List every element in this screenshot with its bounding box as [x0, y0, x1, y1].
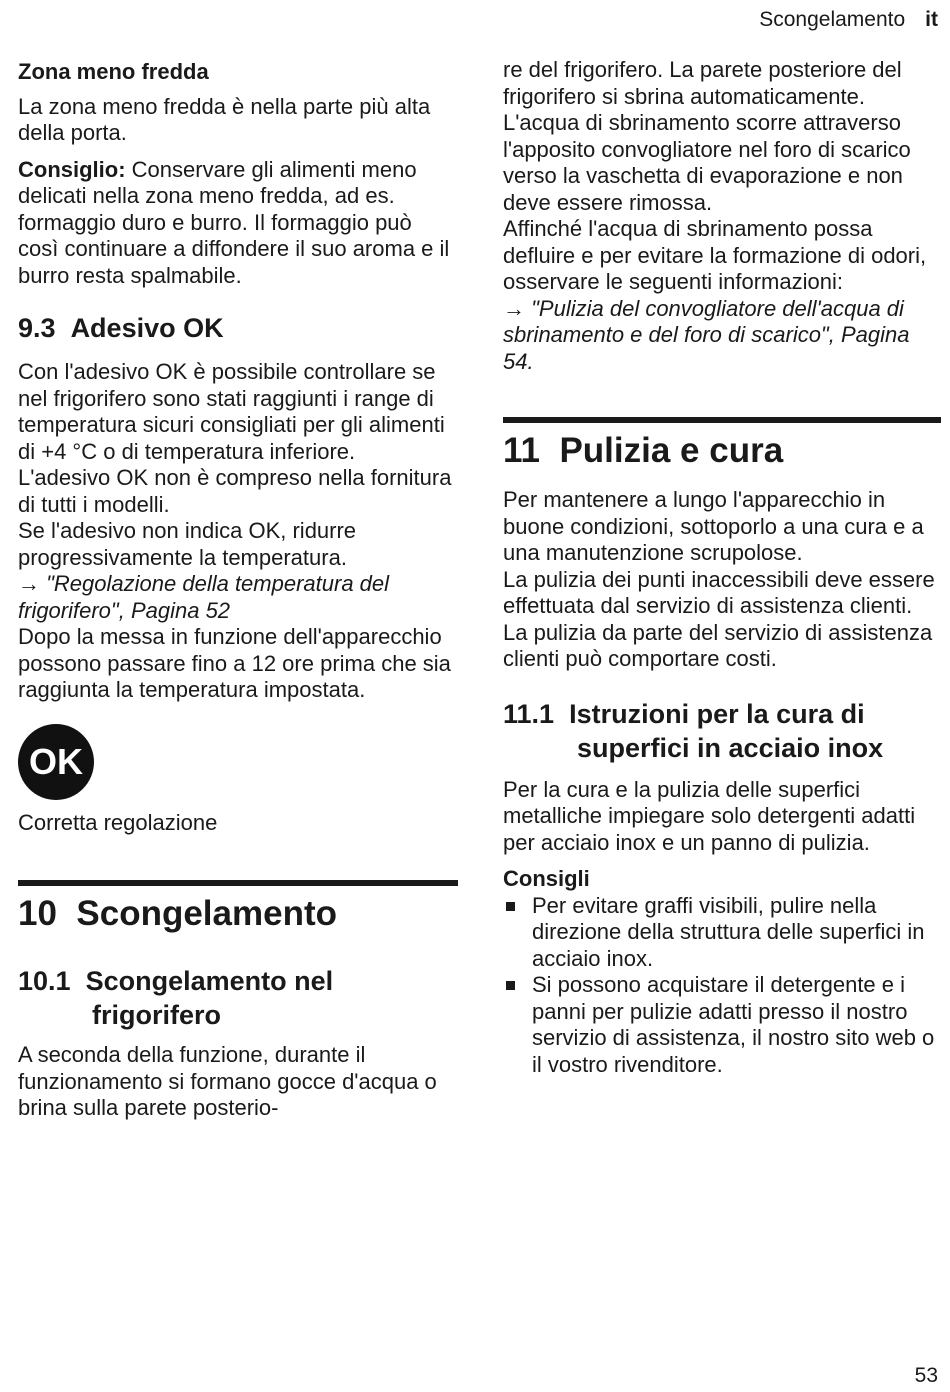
header-language-code: it [925, 8, 938, 31]
list-item [503, 972, 941, 1078]
tips-list [503, 893, 941, 1079]
s111-paragraph-1: Per la cura e la pulizia delle superfici metalliche impiegare solo detergenti adatti per acciaio inox e un panno di pulizia. [503, 776, 916, 855]
s93-paragraph-4: Dopo la messa in funzione dell'apparecchio possono passare fino a 12 ore prima che sia raggiunta la temperatura impostata. [18, 624, 451, 702]
consiglio-paragraph [18, 157, 458, 290]
s93-paragraph-1: Con l'adesivo OK è possibile controllare se nel frigorifero sono stati raggiunti i range di temperatura sicuri consigliati per gli alimenti di +4 °C o di temperatura inferiore. [18, 359, 445, 464]
consigli-heading: Consigli [503, 866, 590, 891]
chapter-number: 11 [503, 431, 540, 470]
section-title: Adesivo OK [70, 313, 224, 343]
section-number: 10.1 [18, 966, 71, 996]
list-item [503, 893, 941, 973]
continued-paragraph-1: re del frigorifero. La parete posteriore del frigorifero si sbrina automaticamente. [503, 57, 902, 109]
continued-paragraph-3: Affinché l'acqua di sbrinamento possa defluire e per evitare la formazione di odori, osservare le seguenti informazioni: [503, 216, 927, 294]
s101-paragraph-1: A seconda della funzione, durante il funzionamento si formano gocce d'acqua o brina sulla parete posterio- [18, 1042, 437, 1120]
ch11-paragraph-1: Per mantenere a lungo l'apparecchio in buone condizioni, sottoporlo a una cura e a una manutenzione scrupolose. [503, 487, 924, 565]
cross-reference-link[interactable]: → "Pulizia del convogliatore dell'acqua di sbrinamento e del foro di scarico", Pagina 54. [503, 295, 910, 374]
ok-sticker-icon: OK [18, 724, 94, 800]
page-number: 53 [914, 1364, 938, 1387]
ch11-paragraph-2: La pulizia dei punti inaccessibili deve essere effettuata dal servizio di assistenza clienti. La pulizia da parte del servizio di assistenza clienti può comportare costi. [503, 566, 935, 671]
chapter-title: Scongelamento [76, 894, 337, 933]
consiglio-text: Conservare gli alimenti meno delicati nella zona meno fredda, ad es. formaggio duro e burro. Il formaggio può così continuare a diffondere il suo aroma e il burro resta spalmabile. [18, 156, 450, 288]
chapter-10-heading [18, 880, 458, 936]
section-number: 9.3 [18, 313, 56, 343]
running-header [759, 8, 938, 32]
section-title: Scongelamento nel frigorifero [85, 966, 334, 1030]
continued-paragraph-2: L'acqua di sbrinamento scorre attraverso l'apposito convogliatore nel foro di scarico verso la vaschetta di evaporazione e non deve essere rimossa. [503, 110, 911, 215]
zona-paragraph: La zona meno fredda è nella parte più alta della porta. [18, 93, 431, 145]
ok-caption: Corretta regolazione [18, 809, 218, 835]
header-section-title: Scongelamento [759, 8, 906, 31]
bullet-square-icon [506, 902, 515, 911]
cross-reference-link[interactable]: → "Regolazione della temperatura del frigorifero", Pagina 52 [18, 571, 390, 623]
s93-paragraph-2: L'adesivo OK non è compreso nella fornitura di tutti i modelli. [18, 465, 452, 517]
section-10-1-heading [18, 964, 458, 1032]
consiglio-label: Consiglio: [18, 156, 126, 182]
tip-text: Per evitare graffi visibili, pulire nella direzione della struttura delle superfici in acciaio inox. [532, 892, 925, 971]
bullet-square-icon [506, 981, 515, 990]
zona-heading: Zona meno fredda [18, 59, 209, 84]
right-column [503, 57, 941, 1078]
tip-text: Si possono acquistare il detergente e i panni per pulizie adatti presso il nostro servizio di assistenza, il nostro sito web o il vostro rivenditore. [532, 972, 935, 1077]
chapter-11-heading [503, 417, 941, 473]
section-number: 11.1 [503, 698, 555, 729]
s93-paragraph-3: Se l'adesivo non indica OK, ridurre progressivamente la temperatura. [18, 518, 357, 570]
section-11-1-heading [503, 697, 941, 765]
left-column [18, 57, 458, 1122]
section-title: Istruzioni per la cura di superfici in acciaio inox [569, 698, 884, 763]
section-9-3-heading [18, 311, 458, 345]
chapter-title: Pulizia e cura [559, 431, 784, 470]
chapter-number: 10 [18, 894, 57, 933]
